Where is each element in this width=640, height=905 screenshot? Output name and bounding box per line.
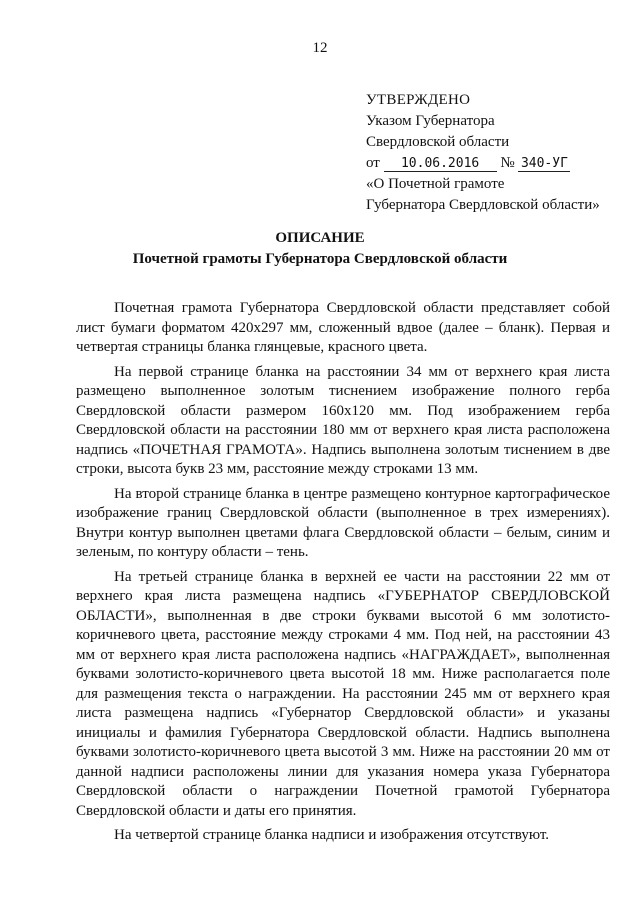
- paragraph: Почетная грамота Губернатора Свердловской области представляет собой лист бумаги форматом 420х297 мм, сложенный вдвое (далее – бланк). Первая и четвертая страницы бланка глянцевые, красного цвета.: [76, 300, 610, 355]
- date-number-line: [366, 153, 628, 174]
- page-number: 12: [312, 40, 328, 56]
- paragraph: На первой странице бланка на расстоянии 34 мм от верхнего края листа размещено выполненное золотым тиснением изображение полного герба Свердловской области размером 160х120 мм. Под изображением герба Свердловской области на расстоянии 180 мм от верхнего края листа расположена надпись «ПОЧЕТНАЯ ГРАМОТА». Надпись выполнена золотым тиснением в две строки, высота букв 23 мм, расстояние между строками 13 мм.: [76, 363, 610, 477]
- document-subtitle: Почетной грамоты Губернатора Свердловской области: [132, 251, 508, 267]
- subject-line-1: «О Почетной грамоте: [366, 176, 505, 192]
- paragraph: На второй странице бланка в центре размещено контурное картографическое изображение границ Свердловской области (выполненное в трех измерениях). Внутри контур выполнен цветами флага Свердловской области – белым, синим и зеленым, по контуру области – тень.: [76, 485, 610, 560]
- number-prefix: №: [500, 155, 515, 171]
- approval-stamp: [366, 90, 628, 216]
- document-body: [76, 299, 610, 851]
- paragraph: На четвертой странице бланка надписи и изображения отсутствуют.: [114, 827, 549, 843]
- approved-heading: УТВЕРЖДЕНО: [366, 92, 471, 108]
- subject-line-2: Губернатора Свердловской области»: [366, 197, 600, 213]
- paragraph: На третьей странице бланка в верхней ее части на расстоянии 22 мм от верхнего края листа размещена надпись «ГУБЕРНАТОР СВЕРДЛОВСКОЙ ОБЛАСТИ», выполненная в две строки буквами высотой 6 мм золотисто-коричневого цвета, расстояние между строками 4 мм. Под ней, на расстоянии 43 мм от верхнего края листа расположена надпись «НАГРАЖДАЕТ», выполненная буквами золотисто-коричневого цвета высотой 18 мм. Ниже располагается поле для размещения текста о награждении. На расстоянии 245 мм от верхнего края листа размещена надпись «Губернатор Свердловской области» и указаны инициалы и фамилия Губернатора Свердловской области. Надпись выполнена буквами золотисто-коричневого цвета высотой 3 мм. Ниже на расстоянии 20 мм от данной надписи расположены линии для указания номера указа Губернатора Свердловской области о награждении Почетной грамотой Губернатора Свердловской области и даты его принятия.: [76, 568, 610, 819]
- decree-line: Указом Губернатора: [366, 113, 495, 129]
- date-prefix: от: [366, 155, 380, 171]
- region-line: Свердловской области: [366, 134, 510, 150]
- decree-date: 10.06.2016: [384, 157, 497, 172]
- decree-number: 340-УГ: [518, 157, 570, 172]
- document-title: ОПИСАНИЕ: [275, 230, 365, 246]
